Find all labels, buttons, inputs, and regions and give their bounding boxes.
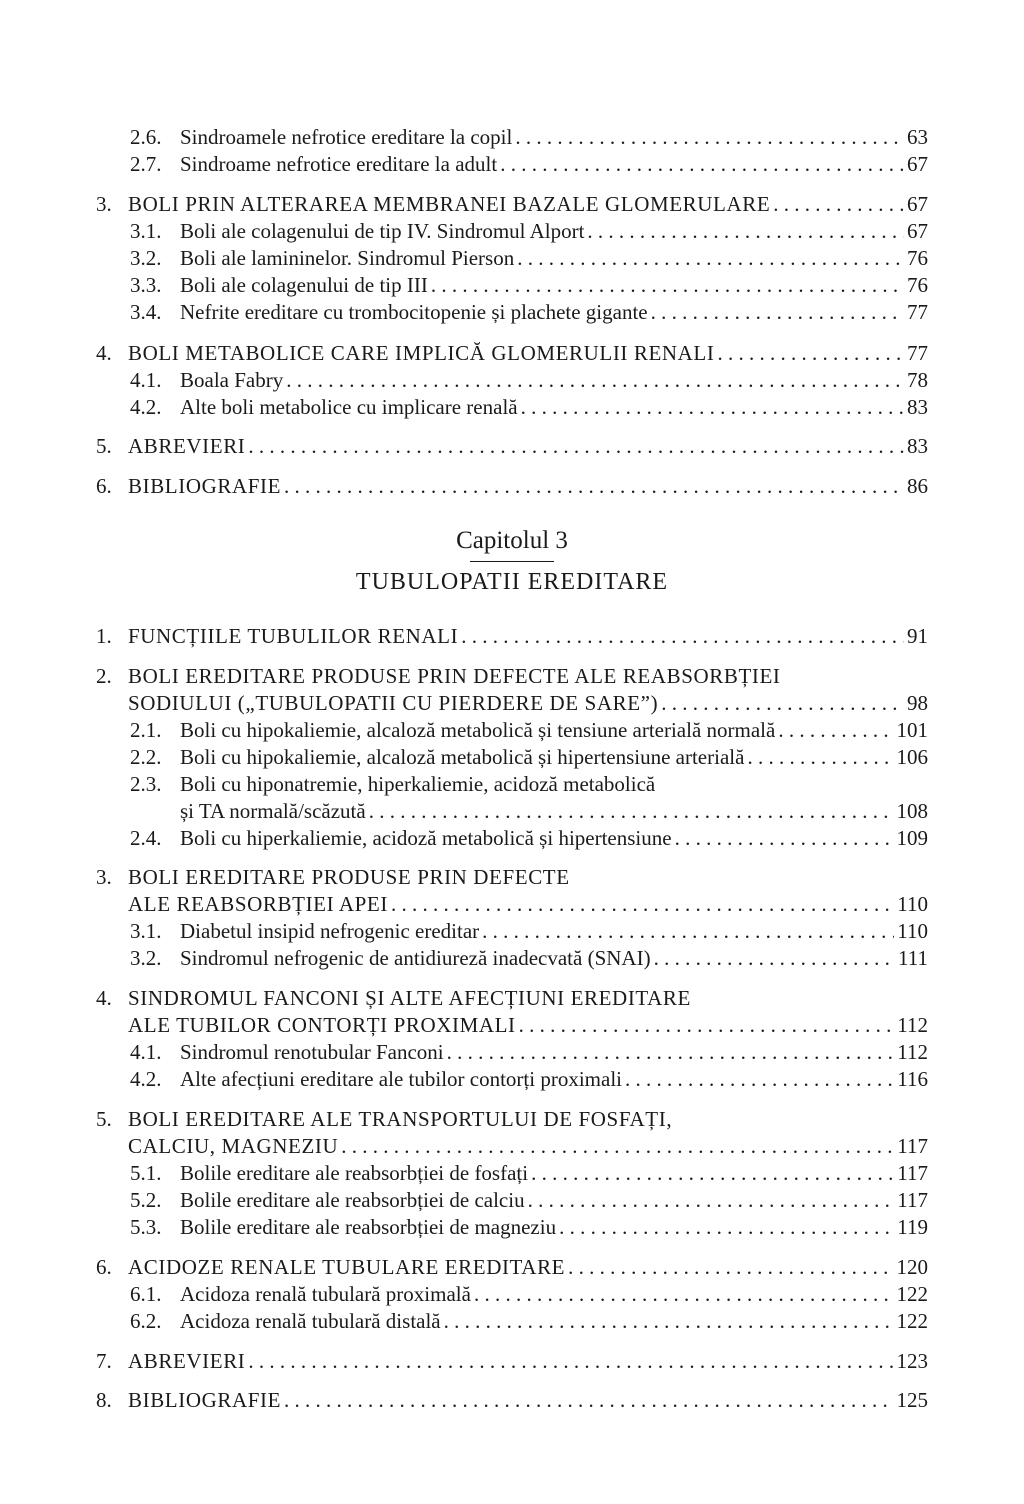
- toc-section-continuation: [0, 1132, 1024, 1160]
- toc-section: [0, 432, 1024, 460]
- toc-section: [0, 622, 1024, 650]
- toc-section-continuation: [0, 1011, 1024, 1039]
- section-number: 5.: [96, 1107, 112, 1131]
- dot-leader: [559, 1213, 894, 1241]
- entry-number: 5.1.: [130, 1161, 162, 1185]
- dot-leader: [515, 123, 904, 151]
- toc-entry: [0, 770, 1024, 798]
- entry-title: Nefrite ereditare cu trombocitopenie și plachete gigante: [180, 300, 648, 324]
- entry-page: 122: [896, 1282, 928, 1306]
- entry-number: 3.4.: [130, 300, 162, 324]
- section-title: CALCIU, MAGNEZIU: [128, 1134, 339, 1158]
- dot-leader: [625, 1065, 894, 1093]
- entry-page: 67: [907, 219, 928, 243]
- entry-title: Sindromul renotubular Fanconi: [180, 1040, 444, 1064]
- entry-number: 2.3.: [130, 772, 162, 796]
- dot-leader: [531, 1159, 894, 1187]
- entry-page: 125: [896, 1388, 928, 1412]
- entry-page: 110: [897, 919, 928, 943]
- toc-section-continuation: [0, 890, 1024, 918]
- toc-entry: [0, 123, 1024, 151]
- section-title: SODIULUI („TUBULOPATII CU PIERDERE DE SARE”): [128, 691, 659, 715]
- dot-leader: [521, 393, 904, 421]
- entry-title: Diabetul insipid nefrogenic ereditar: [180, 919, 480, 943]
- entry-number: 2.2.: [130, 745, 162, 769]
- entry-title: Boli cu hiperkaliemie, acidoză metabolică și hipertensiune: [180, 826, 672, 850]
- entry-number: 2.7.: [130, 152, 162, 176]
- toc-entry: [0, 743, 1024, 771]
- section-title: ABREVIERI: [128, 1349, 246, 1373]
- entry-title: Boala Fabry: [180, 368, 284, 392]
- section-number: 2.: [96, 664, 112, 688]
- entry-page: 116: [897, 1067, 928, 1091]
- dot-leader: [747, 743, 893, 771]
- entry-page: 122: [896, 1309, 928, 1333]
- dot-leader: [248, 432, 904, 460]
- entry-page: 119: [897, 1215, 928, 1239]
- toc-section: [0, 1253, 1024, 1281]
- toc-section: [0, 662, 1024, 690]
- toc-entry: [0, 217, 1024, 245]
- section-title: BOLI EREDITARE ALE TRANSPORTULUI DE FOSFAȚI,: [128, 1107, 673, 1131]
- toc-entry: [0, 1280, 1024, 1308]
- entry-number: 6.1.: [130, 1282, 162, 1306]
- entry-number: 2.4.: [130, 826, 162, 850]
- toc-section: [0, 472, 1024, 500]
- section-title: BIBLIOGRAFIE: [128, 1388, 282, 1412]
- entry-number: 4.1.: [130, 368, 162, 392]
- entry-page: 98: [907, 691, 928, 715]
- entry-page: 83: [907, 434, 928, 458]
- entry-page: 67: [907, 192, 928, 216]
- entry-number: 3.3.: [130, 273, 162, 297]
- entry-page: 108: [896, 799, 928, 823]
- entry-page: 67: [907, 152, 928, 176]
- toc-section: [0, 984, 1024, 1012]
- entry-title: Boli ale lamininelor. Sindromul Pierson: [180, 246, 515, 270]
- entry-title: Alte boli metabolice cu implicare renală: [180, 395, 518, 419]
- entry-page: 117: [897, 1188, 928, 1212]
- entry-page: 120: [896, 1255, 928, 1279]
- entry-page: 78: [907, 368, 928, 392]
- entry-page: 109: [896, 826, 928, 850]
- entry-title: Bolile ereditare ale reabsorbției de fosfați: [180, 1161, 529, 1185]
- entry-number: 5.3.: [130, 1215, 162, 1239]
- entry-number: 4.1.: [130, 1040, 162, 1064]
- entry-number: 4.2.: [130, 395, 162, 419]
- dot-leader: [444, 1307, 894, 1335]
- toc-section: [0, 1105, 1024, 1133]
- entry-page: 76: [907, 273, 928, 297]
- entry-page: 111: [898, 946, 928, 970]
- entry-title: Acidoza renală tubulară distală: [180, 1309, 441, 1333]
- dot-leader: [654, 944, 895, 972]
- dot-leader: [568, 1253, 893, 1281]
- entry-number: 2.6.: [130, 125, 162, 149]
- entry-number: 3.1.: [130, 919, 162, 943]
- section-title: SINDROMUL FANCONI ȘI ALTE AFECȚIUNI EREDITARE: [128, 986, 691, 1010]
- dot-leader: [248, 1347, 893, 1375]
- toc-entry: [0, 716, 1024, 744]
- entry-page: 77: [907, 341, 928, 365]
- dot-leader: [778, 716, 893, 744]
- entry-title: Sindroame nefrotice ereditare la adult: [180, 152, 498, 176]
- dot-leader: [461, 622, 904, 650]
- dot-leader: [675, 824, 894, 852]
- entry-title: Boli cu hipokaliemie, alcaloză metabolică și hipertensiune arterială: [180, 745, 745, 769]
- dot-leader: [661, 689, 904, 717]
- section-number: 4.: [96, 341, 112, 365]
- entry-page: 112: [897, 1013, 928, 1037]
- dot-leader: [482, 917, 894, 945]
- entry-number: 3.2.: [130, 946, 162, 970]
- entry-number: 3.2.: [130, 246, 162, 270]
- entry-title: Sindroamele nefrotice ereditare la copil: [180, 125, 513, 149]
- section-title: FUNCȚIILE TUBULILOR RENALI: [128, 624, 459, 648]
- toc-entry: [0, 150, 1024, 178]
- section-title: ACIDOZE RENALE TUBULARE EREDITARE: [128, 1255, 566, 1279]
- entry-title: Acidoza renală tubulară proximală: [180, 1282, 471, 1306]
- toc-entry: [0, 271, 1024, 299]
- section-title: BOLI METABOLICE CARE IMPLICĂ GLOMERULII RENALI: [128, 341, 715, 365]
- chapter-title: TUBULOPATII EREDITARE: [355, 569, 669, 595]
- entry-number: 3.1.: [130, 219, 162, 243]
- dot-leader: [587, 217, 904, 245]
- section-title: BIBLIOGRAFIE: [128, 474, 282, 498]
- toc-section: [0, 1347, 1024, 1375]
- entry-page: 110: [897, 892, 928, 916]
- toc-section: [0, 339, 1024, 367]
- toc-entry: [0, 366, 1024, 394]
- toc-entry: [0, 298, 1024, 326]
- dot-leader: [369, 797, 894, 825]
- entry-title: Boli cu hipokaliemie, alcaloză metabolică și tensiune arterială normală: [180, 718, 776, 742]
- entry-page: 83: [907, 395, 928, 419]
- dot-leader: [431, 271, 904, 299]
- entry-page: 63: [907, 125, 928, 149]
- dot-leader: [500, 150, 904, 178]
- entry-number: 5.2.: [130, 1188, 162, 1212]
- dot-leader: [341, 1132, 894, 1160]
- chapter-label: Capitolul 3: [456, 527, 568, 554]
- toc-entry: [0, 1159, 1024, 1187]
- section-number: 6.: [96, 1255, 112, 1279]
- dot-leader: [286, 366, 904, 394]
- toc-section: [0, 863, 1024, 891]
- entry-title: Alte afecțiuni ereditare ale tubilor contorți proximali: [180, 1067, 622, 1091]
- entry-number: 4.2.: [130, 1067, 162, 1091]
- entry-page: 91: [907, 624, 928, 648]
- toc-entry: [0, 1186, 1024, 1214]
- dot-leader: [773, 190, 904, 218]
- entry-page: 77: [907, 300, 928, 324]
- toc-section: [0, 1386, 1024, 1414]
- dot-leader: [519, 1011, 895, 1039]
- toc-entry: [0, 393, 1024, 421]
- dot-leader: [651, 298, 904, 326]
- entry-title: Boli ale colagenului de tip III: [180, 273, 428, 297]
- dot-leader: [447, 1038, 895, 1066]
- section-number: 6.: [96, 474, 112, 498]
- toc-entry: [0, 1065, 1024, 1093]
- toc-entry: [0, 944, 1024, 972]
- entry-title: Boli ale colagenului de tip IV. Sindromul Alport: [180, 219, 585, 243]
- section-number: 4.: [96, 986, 112, 1010]
- toc-entry: [0, 917, 1024, 945]
- toc-section-continuation: [0, 689, 1024, 717]
- entry-title: și TA normală/scăzută: [180, 799, 366, 823]
- dot-leader: [474, 1280, 894, 1308]
- section-number: 7.: [96, 1349, 112, 1373]
- entry-title: Bolile ereditare ale reabsorbției de magneziu: [180, 1215, 557, 1239]
- entry-number: 2.1.: [130, 718, 162, 742]
- entry-page: 112: [897, 1040, 928, 1064]
- chapter-underline: [470, 561, 554, 562]
- section-title: ALE TUBILOR CONTORȚI PROXIMALI: [128, 1013, 516, 1037]
- entry-number: 6.2.: [130, 1309, 162, 1333]
- toc-entry: [0, 824, 1024, 852]
- dot-leader: [284, 472, 904, 500]
- toc-entry: [0, 1307, 1024, 1335]
- section-number: 3.: [96, 865, 112, 889]
- dot-leader: [391, 890, 894, 918]
- toc-entry: [0, 1038, 1024, 1066]
- dot-leader: [717, 339, 904, 367]
- section-title: BOLI EREDITARE PRODUSE PRIN DEFECTE ALE REABSORBȚIEI: [128, 664, 781, 688]
- entry-page: 86: [907, 474, 928, 498]
- toc-entry: [0, 244, 1024, 272]
- section-number: 8.: [96, 1388, 112, 1412]
- entry-page: 117: [897, 1134, 928, 1158]
- entry-title: Sindromul nefrogenic de antidiureză inadecvată (SNAI): [180, 946, 651, 970]
- section-title: BOLI PRIN ALTERAREA MEMBRANEI BAZALE GLOMERULARE: [128, 192, 771, 216]
- dot-leader: [284, 1386, 893, 1414]
- entry-page: 117: [897, 1161, 928, 1185]
- toc-entry-continuation: [0, 797, 1024, 825]
- section-title: ABREVIERI: [128, 434, 246, 458]
- entry-page: 106: [896, 745, 928, 769]
- toc-section: [0, 190, 1024, 218]
- toc-entry: [0, 1213, 1024, 1241]
- entry-title: Boli cu hiponatremie, hiperkaliemie, acidoză metabolică: [180, 772, 656, 796]
- entry-page: 123: [896, 1349, 928, 1373]
- entry-page: 101: [896, 718, 928, 742]
- section-number: 3.: [96, 192, 112, 216]
- section-number: 1.: [96, 624, 112, 648]
- dot-leader: [517, 244, 904, 272]
- dot-leader: [528, 1186, 895, 1214]
- entry-page: 76: [907, 246, 928, 270]
- entry-title: Bolile ereditare ale reabsorbției de calciu: [180, 1188, 525, 1212]
- section-number: 5.: [96, 434, 112, 458]
- section-title: ALE REABSORBȚIEI APEI: [128, 892, 388, 916]
- section-title: BOLI EREDITARE PRODUSE PRIN DEFECTE: [128, 865, 570, 889]
